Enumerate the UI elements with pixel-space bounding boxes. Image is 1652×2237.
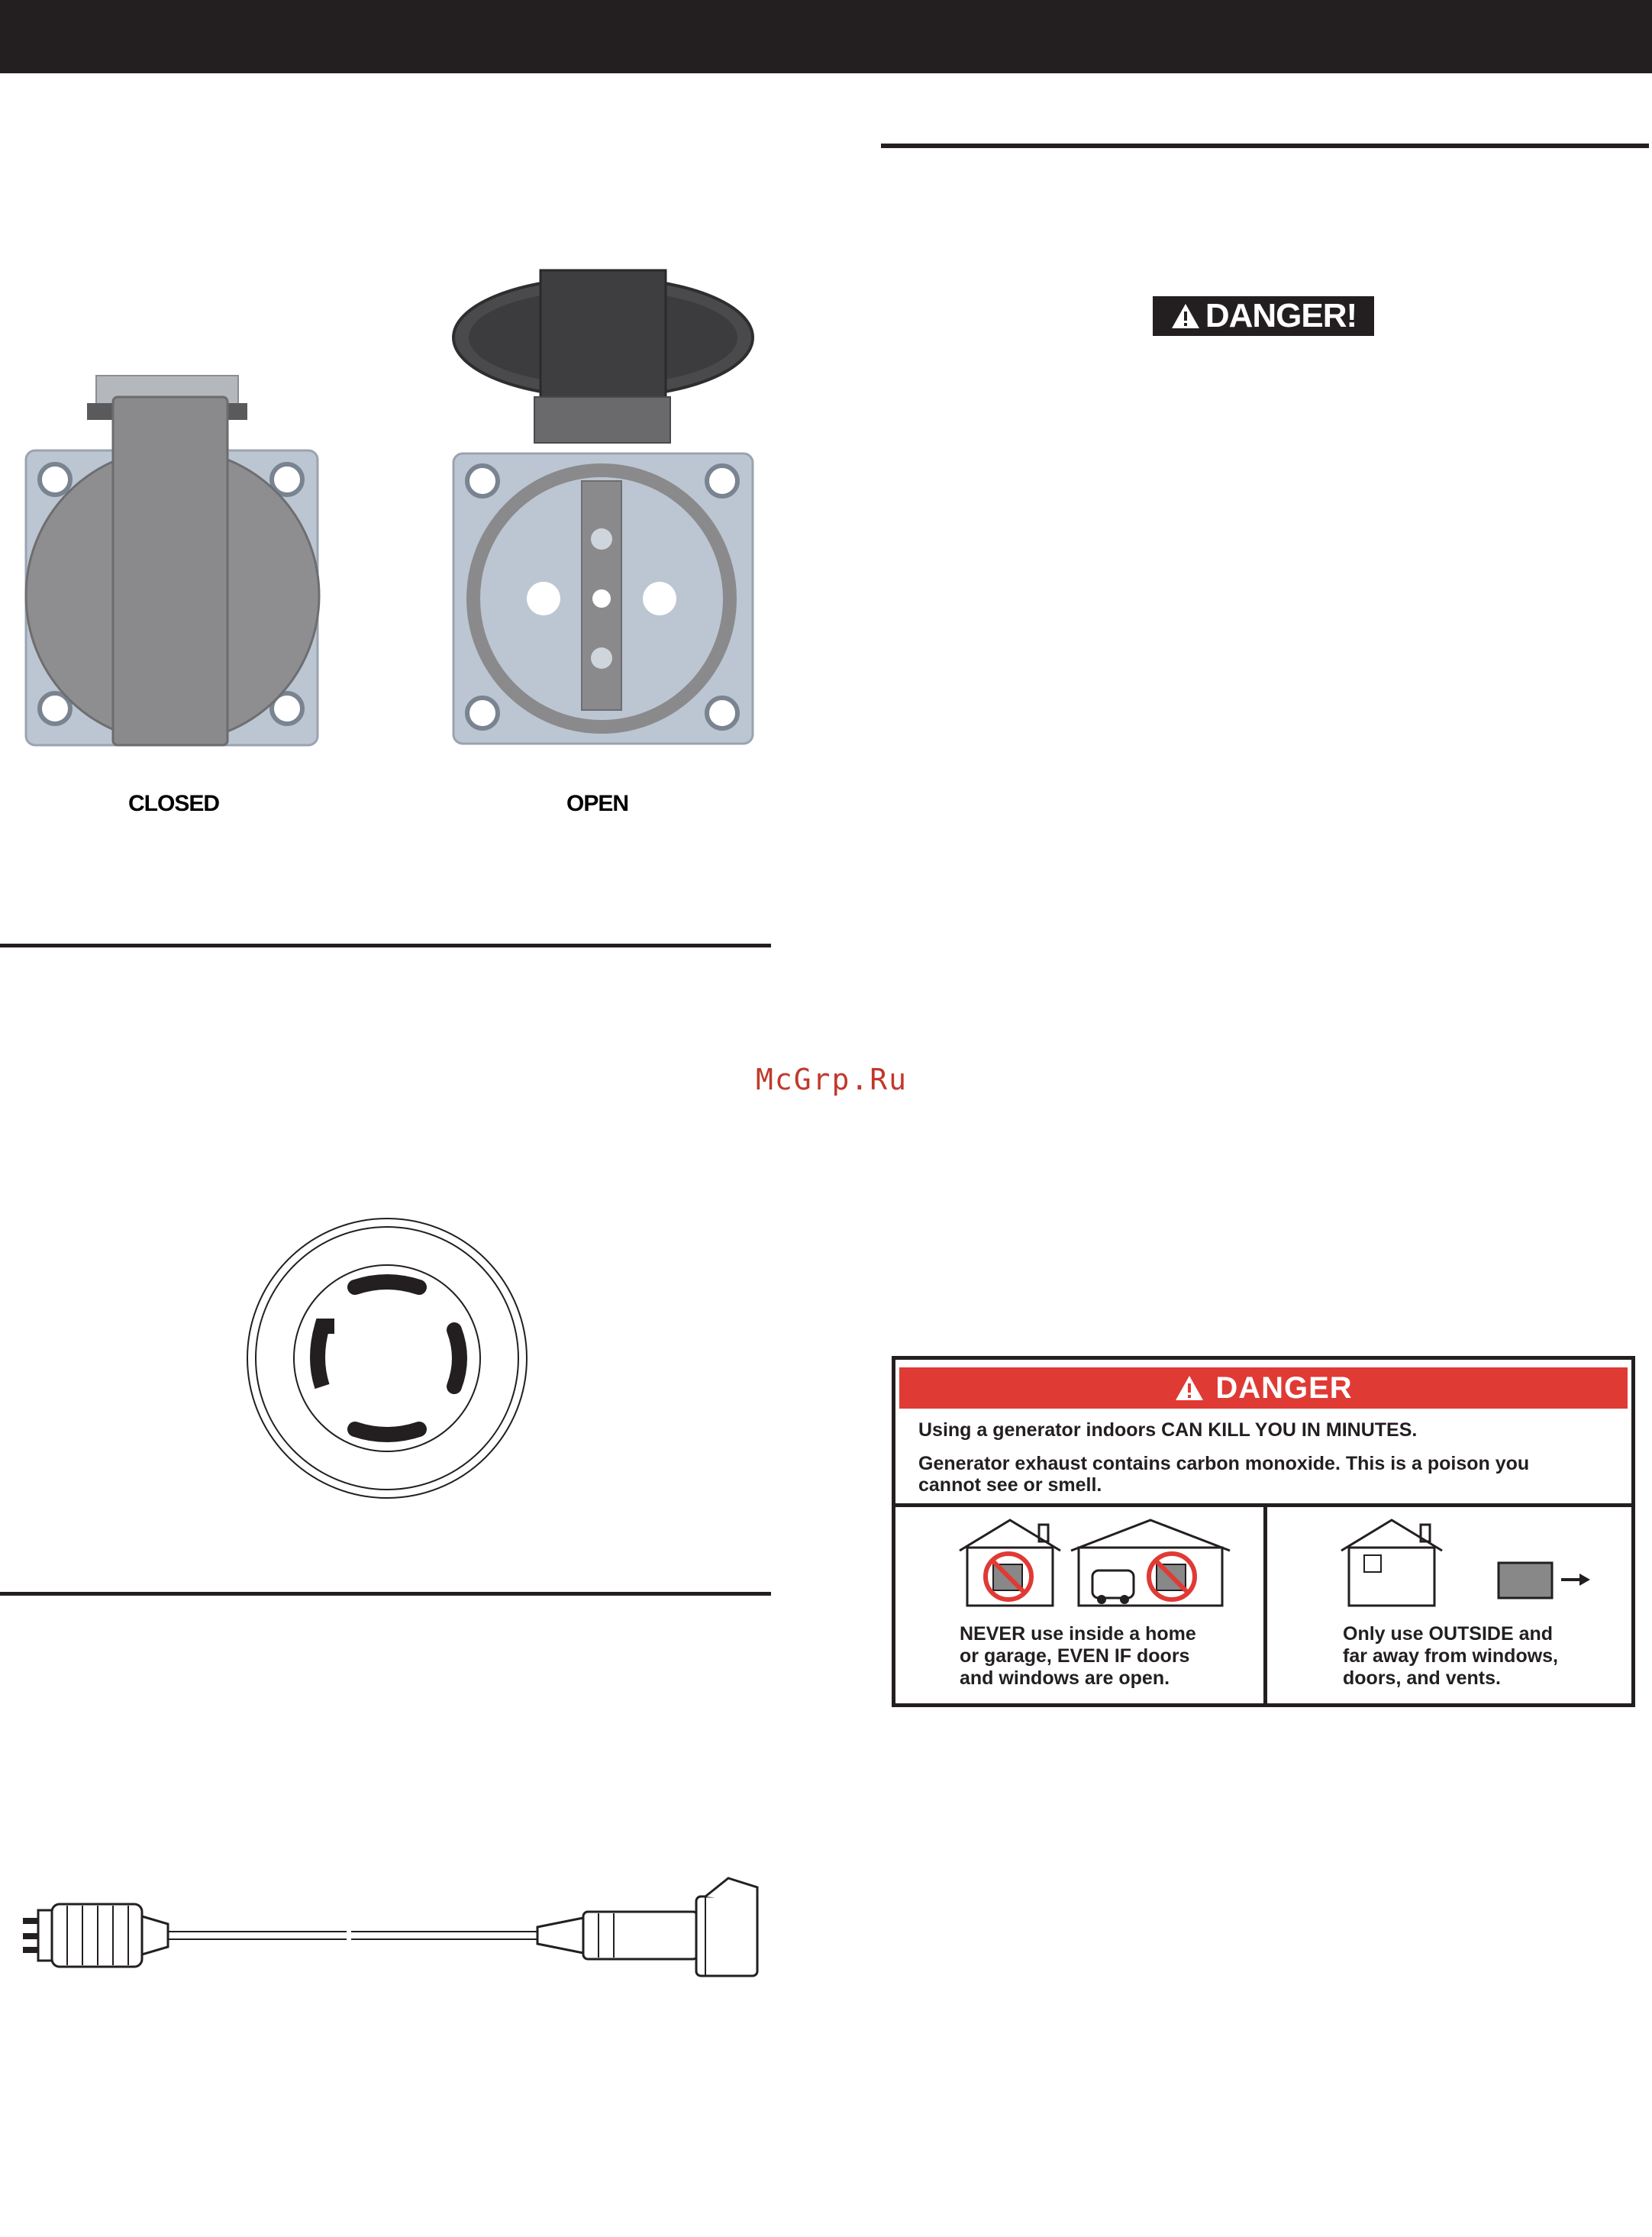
label-line-1: Using a generator indoors CAN KILL YOU IN MINUTES. [918, 1419, 1418, 1441]
header-bar [0, 0, 1652, 73]
label-panel-divider [1263, 1503, 1267, 1703]
left-panel-text: NEVER use inside a home or garage, EVEN IF doors and windows are open. [960, 1623, 1196, 1689]
receptacle-open-figure [450, 267, 756, 748]
label-header [899, 1367, 1628, 1409]
indoor-prohibited-pictogram [957, 1517, 1239, 1609]
danger-tag-text: DANGER! [1205, 297, 1357, 334]
label-line-2a: Generator exhaust contains carbon monoxide. This is a poison you [918, 1453, 1530, 1474]
watermark: McGrp.Ru [756, 1063, 908, 1096]
caption-closed: CLOSED [128, 791, 220, 816]
carbon-monoxide-danger-label [892, 1356, 1635, 1707]
right-panel-text: Only use OUTSIDE and far away from windows, doors, and vents. [1343, 1623, 1559, 1689]
twist-lock-receptacle-figure [244, 1215, 530, 1501]
label-line-2b: cannot see or smell. [918, 1474, 1102, 1496]
section-rule-left-1 [0, 944, 771, 947]
warning-triangle-icon [1170, 302, 1201, 330]
outdoor-use-pictogram [1338, 1517, 1598, 1609]
receptacle-closed-figure [23, 374, 324, 752]
danger-signal-word [1153, 296, 1374, 336]
adapter-cord-figure [18, 1872, 766, 1987]
section-rule-left-2 [0, 1592, 771, 1596]
warning-triangle-icon [1174, 1374, 1205, 1402]
section-rule-right-top [881, 144, 1649, 148]
label-header-text: DANGER [1215, 1370, 1353, 1405]
caption-open: OPEN [566, 791, 629, 816]
